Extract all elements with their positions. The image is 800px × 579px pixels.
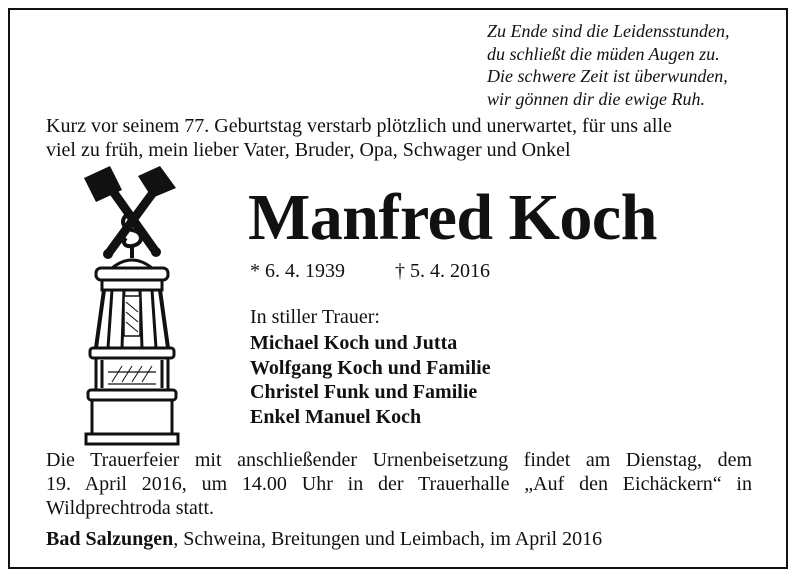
ceremony-line: Wildprechtroda statt.	[46, 497, 215, 519]
mourner-name: Christel Funk und Familie	[250, 381, 478, 403]
ceremony-line: 19. April 2016, um 14.00 Uhr in der Trauerhalle „Auf den Eichäckern“ in	[46, 473, 752, 495]
ceremony-info	[46, 448, 752, 520]
ceremony-line: Die Trauerfeier mit anschließender Urnenbeisetzung findet am Dienstag, dem	[46, 449, 752, 471]
mourner-name: Wolfgang Koch und Familie	[250, 356, 491, 379]
poem-line: Die schwere Zeit ist überwunden,	[487, 66, 728, 86]
footer-places	[46, 527, 602, 551]
footer-rest: , Schweina, Breitungen und Leimbach, im April 2016	[173, 528, 603, 550]
poem	[487, 20, 787, 110]
intro-text	[46, 114, 766, 162]
poem-line: du schließt die müden Augen zu.	[487, 43, 720, 64]
deceased-name: Manfred Koch	[248, 181, 657, 254]
mourning-label: In stiller Trauer:	[250, 306, 380, 328]
life-dates	[250, 259, 490, 283]
intro-line: viel zu früh, mein lieber Vater, Bruder, Opa, Schwager und Onkel	[46, 139, 571, 161]
birth-date: * 6. 4. 1939	[250, 260, 345, 282]
footer-place: Bad Salzungen	[46, 528, 174, 550]
miners-lamp-hammer-and-pick-icon	[82, 162, 182, 452]
intro-line: Kurz vor seinem 77. Geburtstag verstarb plötzlich und unerwartet, für uns alle	[46, 115, 672, 137]
mourners-list	[250, 331, 491, 429]
poem-line: Zu Ende sind die Leidensstunden,	[487, 21, 730, 41]
death-date: † 5. 4. 2016	[395, 260, 490, 282]
mourner-name: Enkel Manuel Koch	[250, 405, 422, 428]
poem-line: wir gönnen dir die ewige Ruh.	[487, 88, 705, 109]
mourner-name: Michael Koch und Jutta	[250, 332, 458, 354]
